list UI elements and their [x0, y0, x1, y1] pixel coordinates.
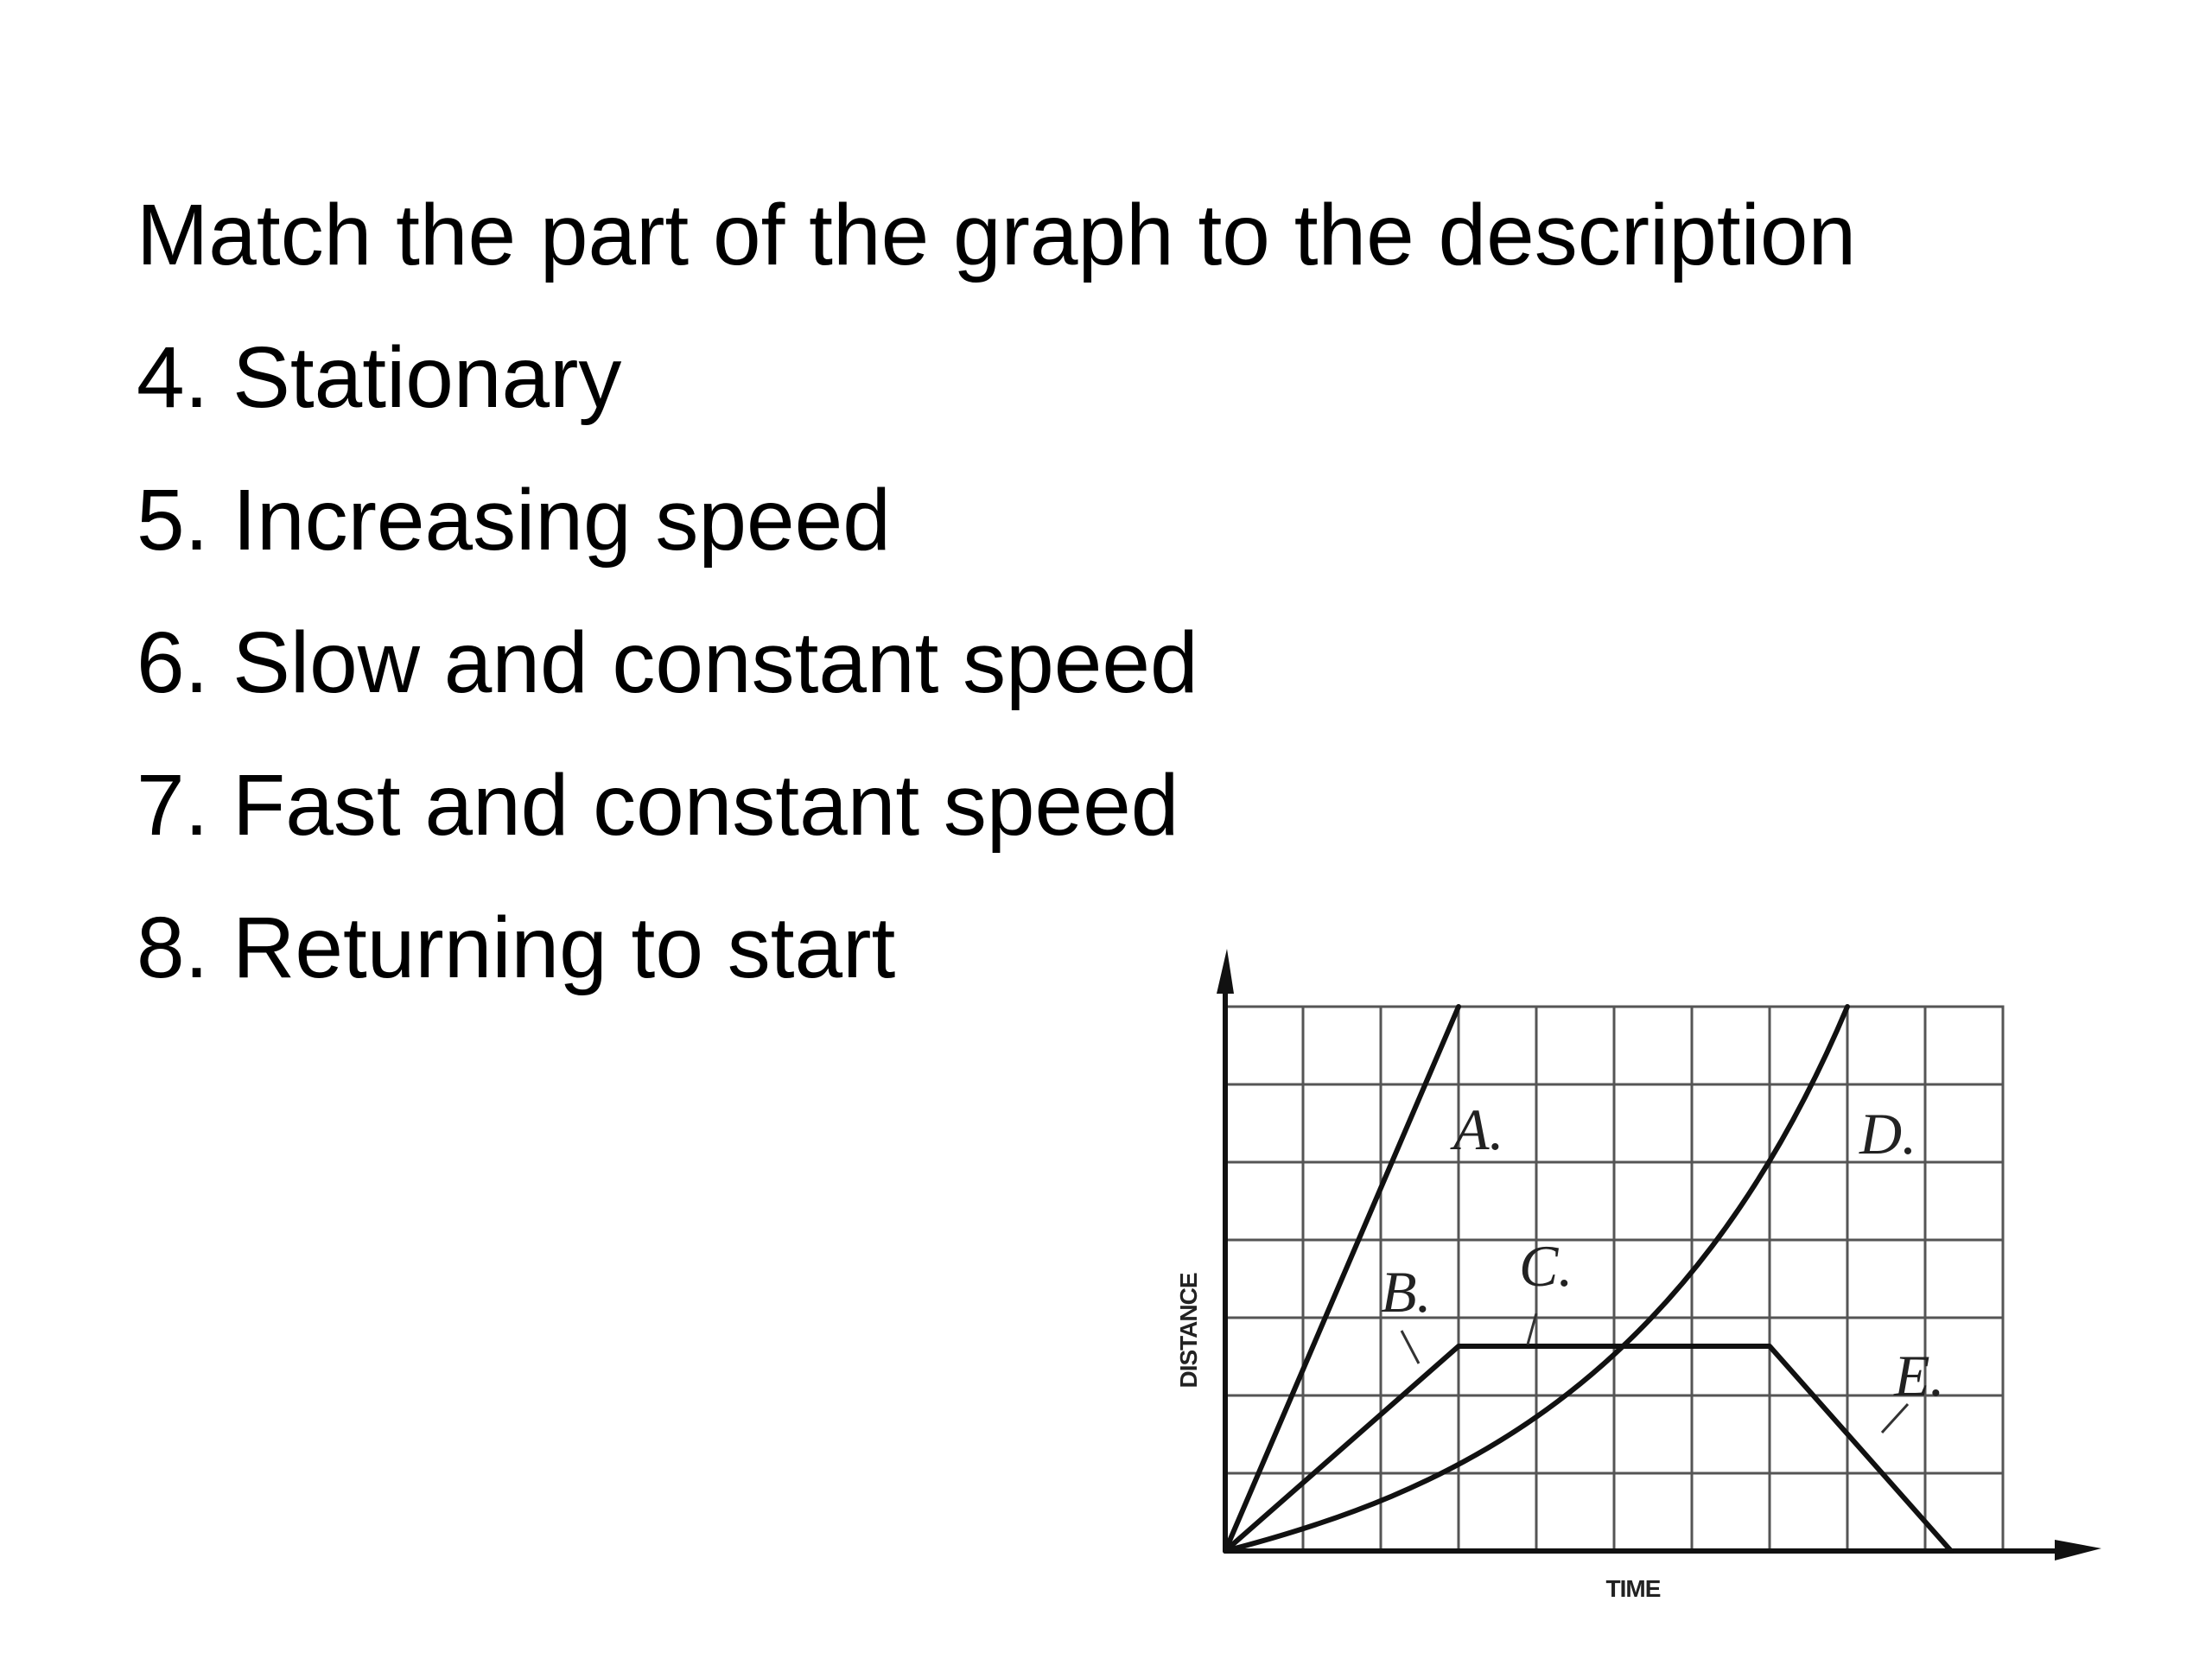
y-axis-arrow: [1217, 949, 1234, 994]
label-c: C.: [1519, 1233, 1573, 1299]
item-returning-to-start: 8. Returning to start: [137, 899, 896, 996]
leader-b: [1402, 1331, 1419, 1363]
item-stationary: 4. Stationary: [137, 329, 622, 426]
item-fast-constant-speed: 7. Fast and constant speed: [137, 757, 1179, 854]
slide-heading: Match the part of the graph to the description: [137, 187, 1857, 283]
slide-text: [137, 164, 2124, 1020]
graph-axes: [1217, 949, 2101, 1560]
graph-lines: [1225, 1007, 1951, 1551]
item-slow-constant-speed: 6. Slow and constant speed: [137, 614, 1198, 711]
label-d: D.: [1859, 1101, 1917, 1166]
item-increasing-speed: 5. Increasing speed: [137, 472, 891, 569]
x-axis-arrow: [2055, 1540, 2101, 1560]
graph-svg: [1149, 942, 2117, 1624]
label-e: E.: [1894, 1343, 1945, 1408]
distance-time-graph: [1149, 942, 2117, 1624]
x-axis-label: TIME: [1605, 1575, 1661, 1602]
y-axis-label: DISTANCE: [1175, 1273, 1202, 1389]
label-b: B.: [1381, 1259, 1432, 1325]
label-a: A.: [1453, 1096, 1504, 1162]
